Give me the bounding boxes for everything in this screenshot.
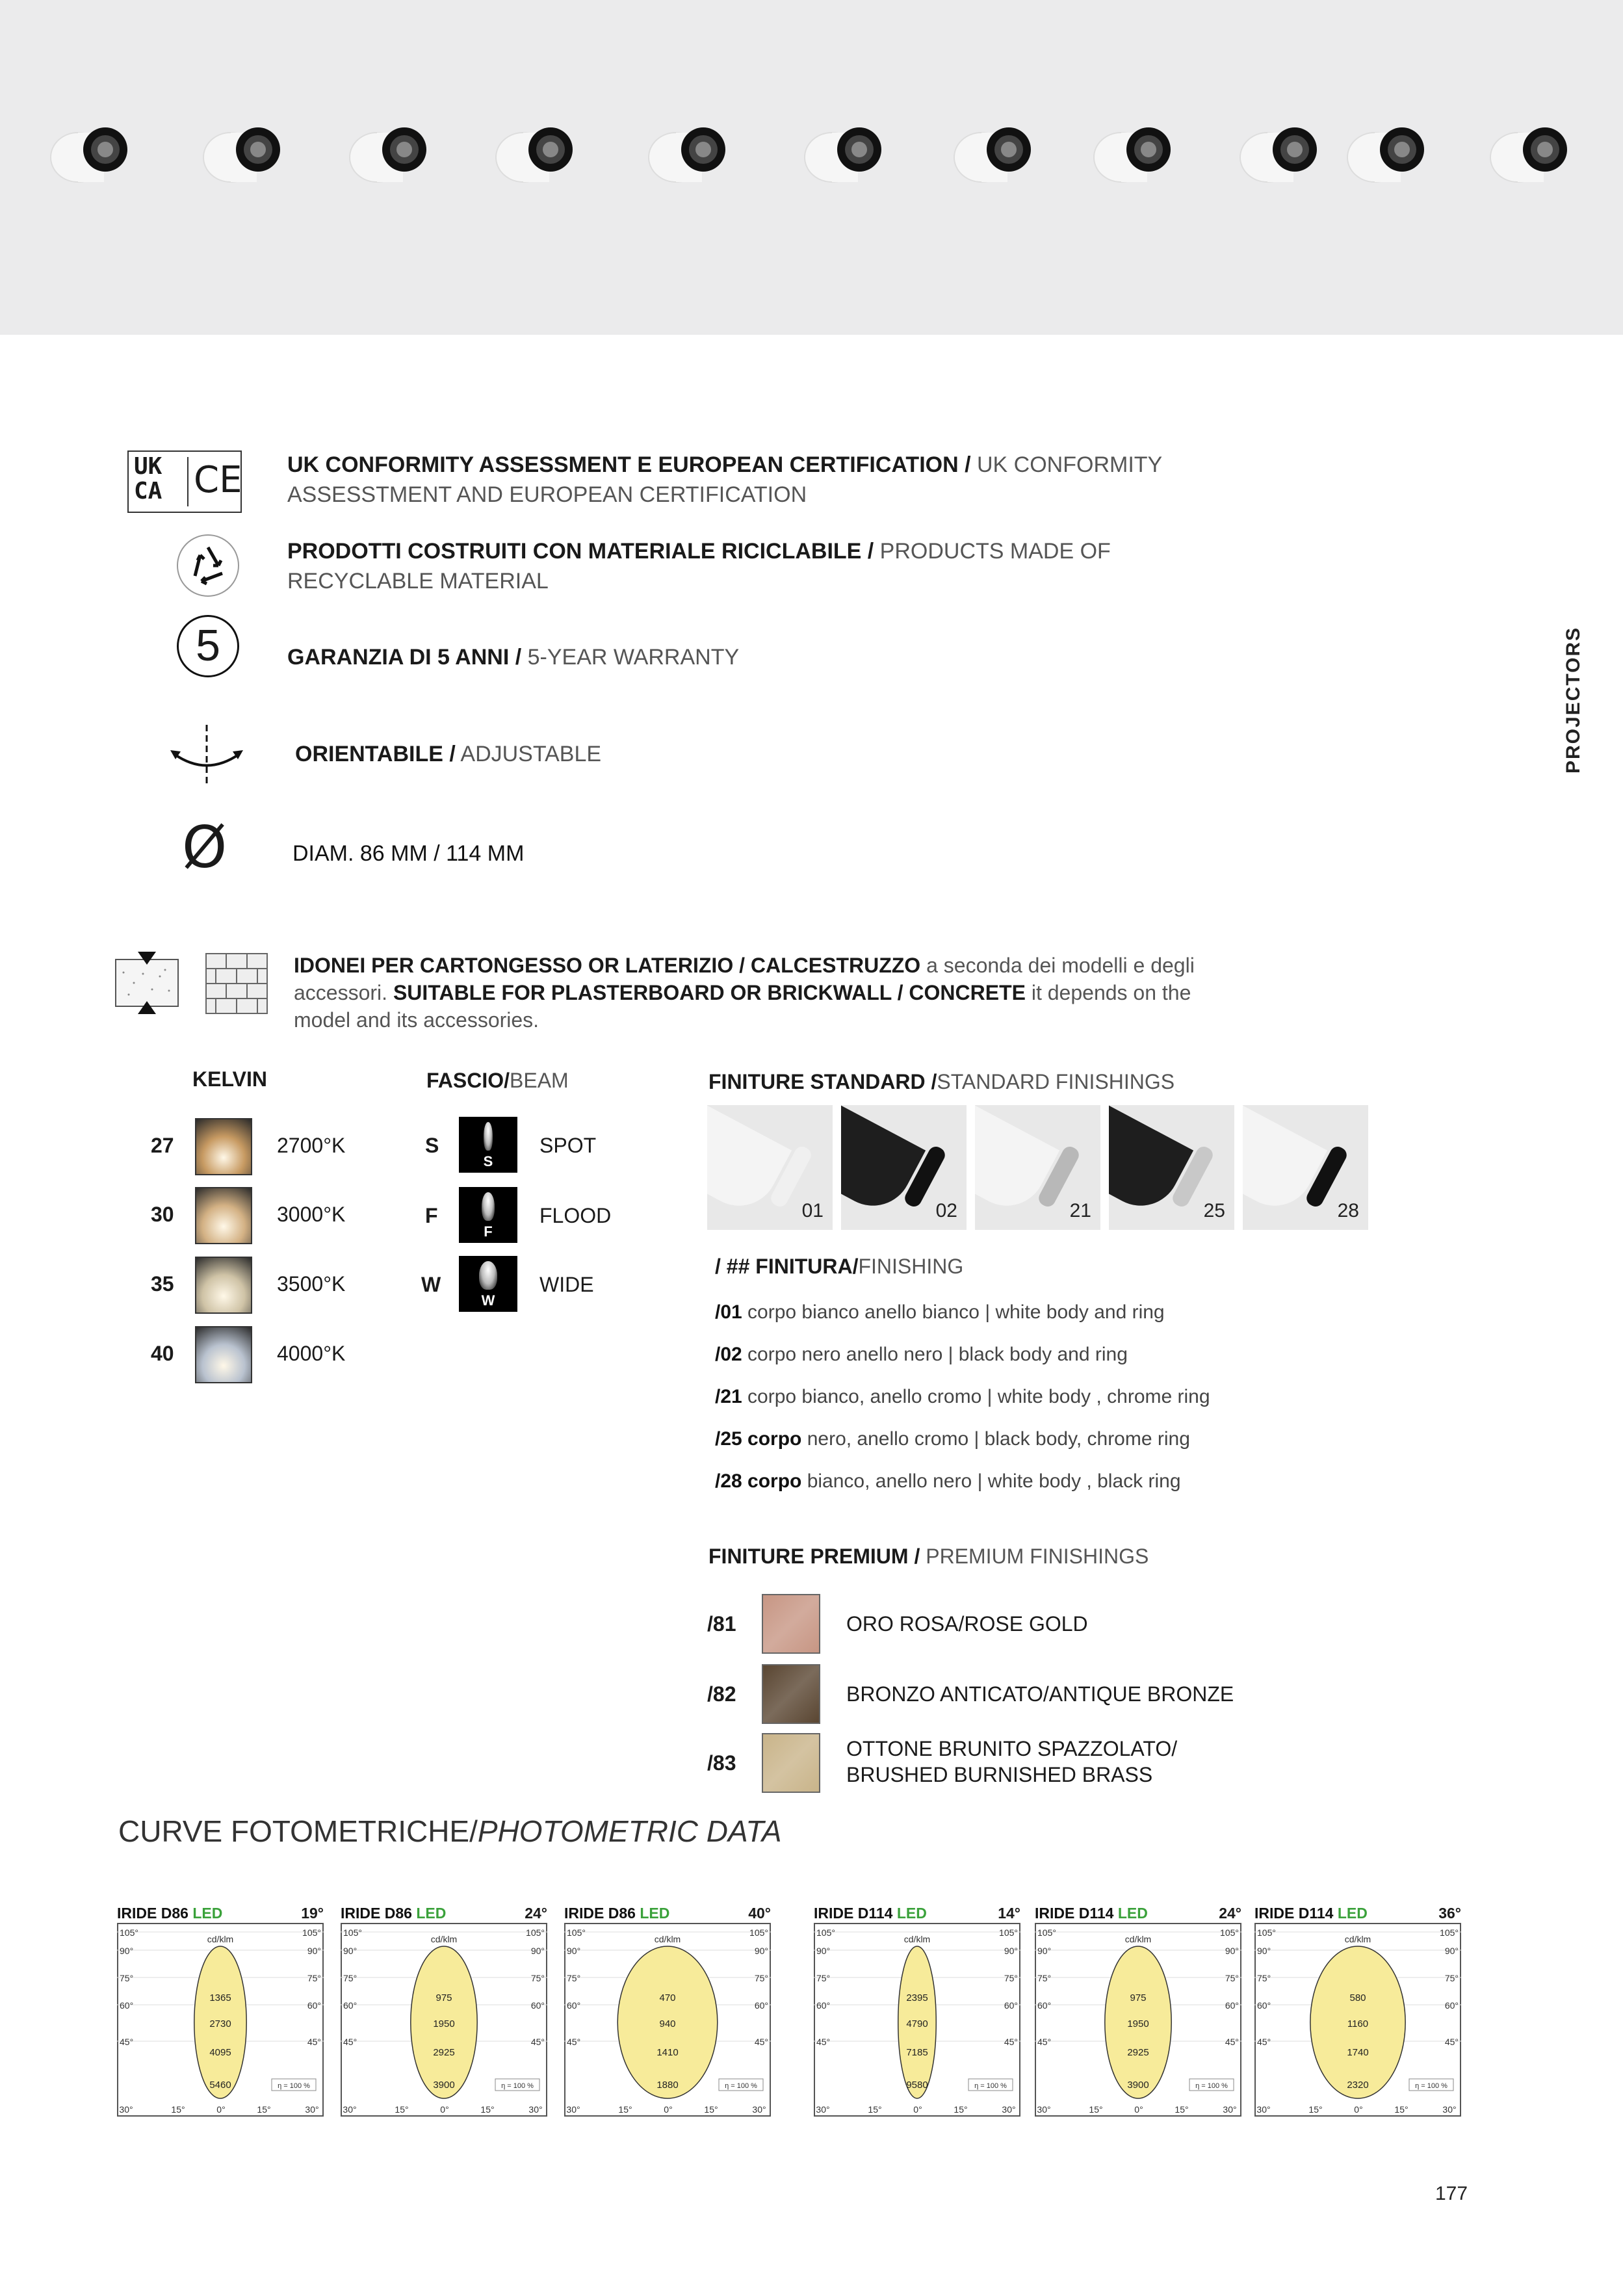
angle-label: 45°	[343, 2037, 357, 2047]
chart-name: IRIDE D114	[814, 1905, 897, 1922]
angle-label: 90°	[343, 1946, 357, 1956]
angle-label: 75°	[530, 1973, 545, 1983]
efficiency-label: η = 100 %	[974, 2082, 1007, 2090]
finish-swatch	[841, 1105, 967, 1230]
install-suitability: IDONEI PER CARTONGESSO OR LATERIZIO / CALCESTRUZZO a seconda dei modelli e degli accessori. SUITABLE FOR PLASTERBOARD OR BRICKWALL / CONCRETE it depends on the model and its accessories.	[294, 954, 1195, 1032]
angle-label: 75°	[120, 1973, 134, 1983]
chart-beam-angle: 19°	[301, 1905, 324, 1922]
beam-header: FASCIO/BEAM	[426, 1069, 569, 1092]
angle-label: 90°	[1037, 1946, 1052, 1956]
angle-label: 0°	[664, 2104, 673, 2115]
angle-label: 105°	[1037, 1927, 1056, 1938]
angle-label: 105°	[1257, 1927, 1276, 1938]
recycle-icon	[175, 533, 240, 598]
angle-label: 60°	[754, 2000, 768, 2011]
angle-label: 75°	[1225, 1973, 1239, 1983]
brickwall-icon	[205, 953, 268, 1014]
premium-label	[846, 1611, 1088, 1637]
angle-label: 75°	[816, 1973, 831, 1983]
chart-title	[814, 1905, 927, 1922]
premium-swatch	[762, 1733, 820, 1793]
kelvin-swatch	[195, 1187, 252, 1244]
polar-diagram	[1035, 1923, 1241, 2117]
efficiency-label: η = 100 %	[278, 2082, 310, 2090]
beam-cone-icon	[482, 1192, 495, 1221]
premium-label-line: OTTONE BRUNITO SPAZZOLATO/	[846, 1737, 1178, 1760]
kelvin-swatch	[195, 1326, 252, 1383]
premium-swatch	[762, 1664, 820, 1724]
beam-label: WIDE	[539, 1273, 594, 1296]
finishing-line	[715, 1428, 1190, 1450]
angle-label: 90°	[120, 1946, 134, 1956]
angle-label: 90°	[754, 1946, 768, 1956]
angle-label: 60°	[1257, 2000, 1271, 2011]
chart-title	[564, 1905, 669, 1922]
finishing-code: /28 corpo	[715, 1470, 802, 1492]
efficiency-label: η = 100 %	[1195, 2082, 1228, 2090]
angle-label: 30°	[1002, 2104, 1016, 2115]
angle-label: 60°	[1225, 2000, 1239, 2011]
chart-title	[1035, 1905, 1148, 1922]
angle-label: 90°	[1257, 1946, 1271, 1956]
finishing-code-header: / ## FINITURA/FINISHING	[715, 1255, 964, 1278]
unit-label: cd/klm	[1344, 1934, 1371, 1944]
angle-label: 75°	[307, 1973, 321, 1983]
angle-label: 30°	[1223, 2104, 1237, 2115]
intensity-value: 2925	[433, 2047, 455, 2058]
intensity-value: 4790	[906, 2018, 928, 2029]
angle-label: 90°	[1004, 1946, 1018, 1956]
finish-swatch	[1109, 1105, 1234, 1230]
angle-label: 30°	[566, 2104, 580, 2115]
intensity-value: 1365	[209, 1992, 231, 2003]
angle-label: 60°	[567, 2000, 581, 2011]
angle-label: 30°	[305, 2104, 319, 2115]
product-banner	[0, 0, 1623, 335]
premium-swatch	[762, 1594, 820, 1654]
finishing-text: nero, anello cromo | black body, chrome ring	[801, 1428, 1190, 1450]
angle-label: 15°	[1308, 2104, 1323, 2115]
kelvin-code: 35	[151, 1272, 174, 1296]
kelvin-code: 30	[151, 1203, 174, 1226]
finish-code: 02	[935, 1200, 957, 1221]
unit-label: cd/klm	[1124, 1934, 1152, 1944]
chart-name: IRIDE D86	[341, 1905, 417, 1922]
angle-label: 105°	[120, 1927, 138, 1938]
intensity-value: 1740	[1347, 2047, 1369, 2058]
angle-label: 60°	[1004, 2000, 1018, 2011]
efficiency-label: η = 100 %	[1415, 2082, 1448, 2090]
finishing-text: corpo nero anello nero | black body and ring	[742, 1344, 1128, 1365]
angle-label: 0°	[1354, 2104, 1363, 2115]
kelvin-label: 4000°K	[277, 1342, 346, 1365]
polar-diagram	[117, 1923, 324, 2117]
angle-label: 105°	[1220, 1927, 1239, 1938]
angle-label: 0°	[440, 2104, 449, 2115]
intensity-value: 9580	[906, 2080, 928, 2091]
photometric-chart	[341, 1905, 547, 2118]
feature-certification: UK CONFORMITY ASSESSMENT E EUROPEAN CERTIFICATION / UK CONFORMITY ASSESSTMENT AND EUROPEAN CERTIFICATION	[287, 452, 1162, 507]
intensity-value: 2320	[1347, 2080, 1369, 2091]
photometric-chart	[564, 1905, 771, 2118]
angle-label: 75°	[343, 1973, 357, 1983]
angle-label: 75°	[567, 1973, 581, 1983]
beam-cone-icon	[479, 1261, 497, 1290]
angle-label: 0°	[1134, 2104, 1143, 2115]
polar-diagram	[341, 1923, 547, 2117]
intensity-value: 1880	[656, 2080, 679, 2091]
chart-title	[341, 1905, 446, 1922]
angle-label: 30°	[752, 2104, 766, 2115]
finishing-code: /25 corpo	[715, 1428, 802, 1450]
intensity-value: 1950	[433, 2018, 455, 2029]
adjustable-icon	[168, 722, 246, 787]
angle-label: 105°	[302, 1927, 321, 1938]
ukca-ce-icon: UK CA CE	[127, 450, 242, 513]
angle-label: 15°	[480, 2104, 495, 2115]
angle-label: 90°	[816, 1946, 831, 1956]
angle-label: 105°	[526, 1927, 545, 1938]
chart-title	[117, 1905, 222, 1922]
angle-label: 0°	[913, 2104, 922, 2115]
unit-label: cd/klm	[430, 1934, 458, 1944]
angle-label: 90°	[307, 1946, 321, 1956]
feature-adjustable: ORIENTABILE / ADJUSTABLE	[295, 742, 602, 766]
beam-code: F	[425, 1204, 438, 1227]
finishing-text: corpo bianco anello bianco | white body and ring	[742, 1301, 1165, 1323]
angle-label: 30°	[528, 2104, 543, 2115]
angle-label: 15°	[257, 2104, 271, 2115]
angle-label: 45°	[1257, 2037, 1271, 2047]
intensity-value: 1410	[656, 2047, 679, 2058]
chart-title	[1254, 1905, 1368, 1922]
intensity-value: 2395	[906, 1992, 928, 2003]
intensity-value: 2730	[209, 2018, 231, 2029]
beam-icon	[459, 1187, 517, 1243]
angle-label: 15°	[1394, 2104, 1409, 2115]
polar-diagram	[814, 1923, 1020, 2117]
beam-code: S	[425, 1134, 439, 1157]
chart-beam-angle: 24°	[525, 1905, 547, 1922]
angle-label: 75°	[754, 1973, 768, 1983]
beam-icon	[459, 1117, 517, 1173]
premium-label	[846, 1736, 1177, 1788]
unit-label: cd/klm	[207, 1934, 234, 1944]
polar-diagram	[564, 1923, 771, 2117]
chart-led-tag: LED	[896, 1905, 927, 1922]
intensity-value: 3900	[433, 2080, 455, 2091]
angle-label: 75°	[1444, 1973, 1459, 1983]
intensity-value: 5460	[209, 2080, 231, 2091]
intensity-value: 4095	[209, 2047, 231, 2058]
angle-label: 45°	[567, 2037, 581, 2047]
angle-label: 15°	[171, 2104, 185, 2115]
angle-label: 30°	[1442, 2104, 1457, 2115]
intensity-value: 1160	[1347, 2018, 1369, 2029]
chart-beam-angle: 24°	[1219, 1905, 1241, 1922]
photometric-chart	[1254, 1905, 1461, 2118]
angle-label: 90°	[1225, 1946, 1239, 1956]
chart-beam-angle: 14°	[998, 1905, 1020, 1922]
kelvin-label: 3000°K	[277, 1203, 346, 1226]
angle-label: 30°	[343, 2104, 357, 2115]
photometric-chart	[117, 1905, 324, 2118]
angle-label: 75°	[1257, 1973, 1271, 1983]
finish-code: 25	[1203, 1200, 1225, 1221]
finish-code: 01	[801, 1200, 824, 1221]
premium-label-line: BRUSHED BURNISHED BRASS	[846, 1763, 1153, 1786]
kelvin-swatch	[195, 1257, 252, 1314]
product-thumbnail	[1094, 127, 1171, 182]
angle-label: 45°	[754, 2037, 768, 2047]
angle-label: 0°	[216, 2104, 226, 2115]
kelvin-label: 2700°K	[277, 1134, 346, 1157]
angle-label: 105°	[1440, 1927, 1459, 1938]
angle-label: 15°	[1089, 2104, 1103, 2115]
kelvin-header: KELVIN	[192, 1067, 267, 1091]
kelvin-code: 40	[151, 1342, 174, 1365]
angle-label: 105°	[343, 1927, 362, 1938]
angle-label: 75°	[1004, 1973, 1018, 1983]
polar-diagram	[1254, 1923, 1461, 2117]
finishing-text: bianco, anello nero | white body , black ring	[801, 1470, 1181, 1492]
angle-label: 45°	[1037, 2037, 1052, 2047]
angle-label: 60°	[307, 2000, 321, 2011]
angle-label: 60°	[530, 2000, 545, 2011]
angle-label: 15°	[954, 2104, 968, 2115]
kelvin-label: 3500°K	[277, 1272, 346, 1296]
finishing-line	[715, 1470, 1181, 1493]
angle-label: 60°	[1037, 2000, 1052, 2011]
premium-code: /81	[707, 1612, 736, 1636]
chart-name: IRIDE D86	[564, 1905, 640, 1922]
chart-led-tag: LED	[192, 1905, 223, 1922]
finish-swatch	[1243, 1105, 1368, 1230]
chart-beam-angle: 40°	[748, 1905, 771, 1922]
intensity-value: 7185	[906, 2047, 928, 2058]
angle-label: 105°	[816, 1927, 835, 1938]
chart-led-tag: LED	[1337, 1905, 1368, 1922]
angle-label: 15°	[868, 2104, 882, 2115]
finish-swatch	[707, 1105, 833, 1230]
chart-name: IRIDE D86	[117, 1905, 193, 1922]
intensity-value: 1950	[1127, 2018, 1149, 2029]
intensity-value: 940	[659, 2018, 676, 2029]
angle-label: 45°	[1004, 2037, 1018, 2047]
premium-code: /82	[707, 1682, 736, 1706]
beam-label: SPOT	[539, 1134, 597, 1157]
beam-label: FLOOD	[539, 1204, 612, 1227]
product-thumbnail	[649, 127, 725, 182]
intensity-value: 580	[1349, 1992, 1366, 2003]
finishing-code: /01	[715, 1301, 742, 1323]
angle-label: 90°	[530, 1946, 545, 1956]
finishing-code: /21	[715, 1386, 742, 1407]
finishing-text: corpo bianco, anello cromo | white body , chrome ring	[742, 1386, 1210, 1407]
product-thumbnail	[203, 127, 280, 182]
intensity-value: 975	[435, 1992, 452, 2003]
angle-label: 30°	[816, 2104, 830, 2115]
chart-led-tag: LED	[640, 1905, 670, 1922]
photometric-chart	[814, 1905, 1020, 2118]
section-label: PROJECTORS	[1563, 626, 1584, 774]
warranty-icon: 5	[177, 615, 239, 677]
angle-label: 30°	[1256, 2104, 1271, 2115]
photometric-title: CURVE FOTOMETRICHE/PHOTOMETRIC DATA	[118, 1814, 782, 1848]
angle-label: 45°	[816, 2037, 831, 2047]
beam-icon	[459, 1256, 517, 1312]
product-thumbnail	[350, 127, 426, 182]
efficiency-label: η = 100 %	[501, 2082, 534, 2090]
product-thumbnail	[1347, 127, 1424, 182]
angle-label: 60°	[1444, 2000, 1459, 2011]
finish-code: 28	[1337, 1200, 1359, 1221]
finish-code: 21	[1069, 1200, 1091, 1221]
diameter-icon: Ø	[182, 814, 227, 881]
chart-name: IRIDE D114	[1035, 1905, 1118, 1922]
finishing-line	[715, 1386, 1210, 1408]
product-thumbnail	[805, 127, 881, 182]
finish-swatch	[975, 1105, 1100, 1230]
premium-label-line: ORO ROSA/ROSE GOLD	[846, 1612, 1088, 1636]
intensity-value: 2925	[1127, 2047, 1149, 2058]
angle-label: 105°	[567, 1927, 586, 1938]
intensity-value: 3900	[1127, 2080, 1149, 2091]
beam-glyph: W	[481, 1292, 495, 1309]
product-lineup	[0, 0, 1623, 335]
page-number: 177	[1435, 2183, 1468, 2204]
product-thumbnail	[51, 127, 127, 182]
unit-label: cd/klm	[654, 1934, 681, 1944]
intensity-value: 470	[659, 1992, 676, 2003]
finishing-line	[715, 1301, 1165, 1324]
kelvin-code: 27	[151, 1134, 174, 1157]
feature-recyclable: PRODOTTI COSTRUITI CON MATERIALE RICICLABILE / PRODUCTS MADE OF RECYCLABLE MATERIAL	[287, 539, 1111, 594]
angle-label: 15°	[395, 2104, 409, 2115]
premium-label	[846, 1681, 1234, 1707]
beam-glyph: F	[484, 1223, 493, 1240]
angle-label: 45°	[120, 2037, 134, 2047]
premium-finishings-header: FINITURE PREMIUM / PREMIUM FINISHINGS	[708, 1545, 1149, 1568]
angle-label: 45°	[1225, 2037, 1239, 2047]
angle-label: 45°	[530, 2037, 545, 2047]
beam-cone-icon	[484, 1122, 493, 1151]
product-thumbnail	[496, 127, 573, 182]
premium-code: /83	[707, 1751, 736, 1775]
angle-label: 60°	[343, 2000, 357, 2011]
photometric-chart	[1035, 1905, 1241, 2118]
product-thumbnail	[1240, 127, 1317, 182]
chart-name: IRIDE D114	[1254, 1905, 1338, 1922]
angle-label: 60°	[816, 2000, 831, 2011]
angle-label: 30°	[1037, 2104, 1051, 2115]
finishing-code: /02	[715, 1344, 742, 1365]
chart-led-tag: LED	[416, 1905, 447, 1922]
angle-label: 105°	[749, 1927, 768, 1938]
angle-label: 15°	[704, 2104, 718, 2115]
angle-label: 45°	[1444, 2037, 1459, 2047]
efficiency-label: η = 100 %	[725, 2082, 757, 2090]
chart-led-tag: LED	[1117, 1905, 1148, 1922]
product-thumbnail	[1490, 127, 1567, 182]
feature-warranty: GARANZIA DI 5 ANNI / 5-YEAR WARRANTY	[287, 645, 740, 670]
feature-diameter: DIAM. 86 MM / 114 MM	[292, 841, 525, 866]
product-thumbnail	[954, 127, 1031, 182]
chart-beam-angle: 36°	[1438, 1905, 1461, 1922]
plasterboard-icon	[114, 950, 179, 1015]
angle-label: 75°	[1037, 1973, 1052, 1983]
kelvin-swatch	[195, 1118, 252, 1175]
angle-label: 60°	[120, 2000, 134, 2011]
beam-code: W	[421, 1273, 441, 1296]
intensity-value: 975	[1130, 1992, 1147, 2003]
angle-label: 30°	[119, 2104, 133, 2115]
angle-label: 15°	[618, 2104, 632, 2115]
unit-label: cd/klm	[903, 1934, 931, 1944]
angle-label: 15°	[1175, 2104, 1189, 2115]
premium-label-line: BRONZO ANTICATO/ANTIQUE BRONZE	[846, 1682, 1234, 1706]
angle-label: 105°	[999, 1927, 1018, 1938]
standard-finishings-header: FINITURE STANDARD /STANDARD FINISHINGS	[708, 1070, 1175, 1093]
angle-label: 90°	[1444, 1946, 1459, 1956]
angle-label: 45°	[307, 2037, 321, 2047]
beam-glyph: S	[483, 1153, 493, 1169]
finishing-line	[715, 1344, 1128, 1366]
angle-label: 90°	[567, 1946, 581, 1956]
